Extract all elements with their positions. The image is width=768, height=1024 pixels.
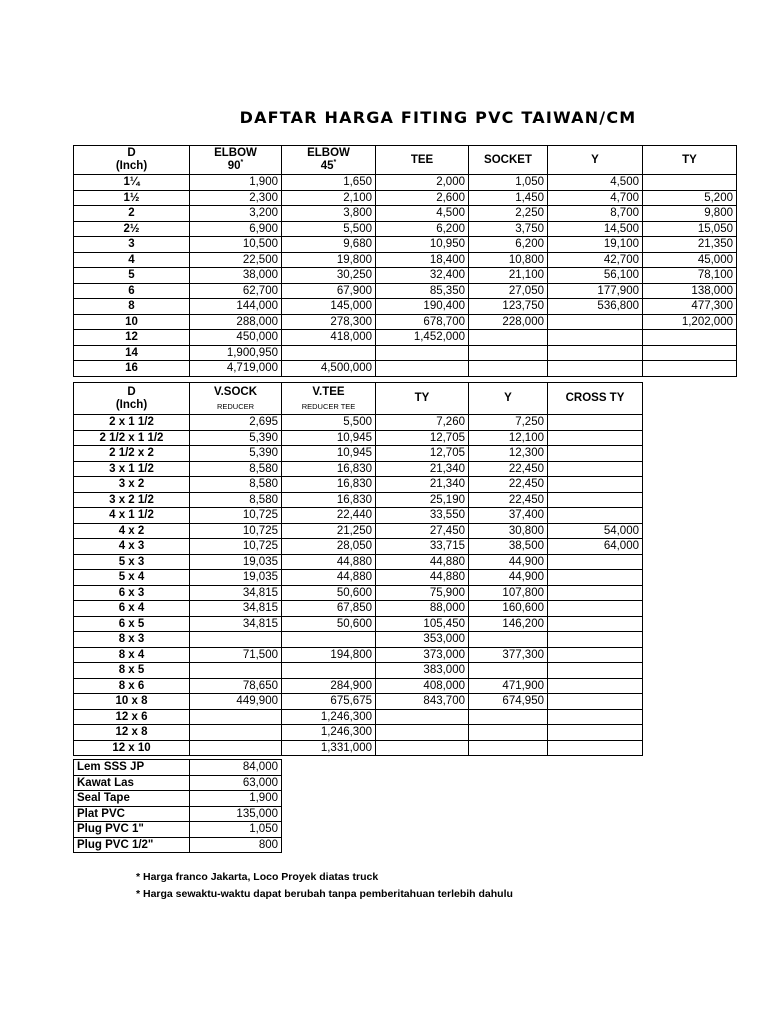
price-cell [376,709,469,725]
table-row [74,190,737,206]
price-cell: 14,500 [548,221,643,237]
price-cell: 9,800 [643,206,737,222]
price-cell: 1,050 [190,822,282,838]
price-cell: 12,705 [376,430,469,446]
price-cell: 678,700 [376,314,469,330]
price-cell: 353,000 [376,632,469,648]
price-cell: 10,725 [190,523,282,539]
price-cell: 144,000 [190,299,282,315]
footnote: * Harga franco Jakarta, Loco Proyek diatas truck [136,871,379,883]
price-cell [643,345,737,361]
table-row [74,616,643,632]
table-row [74,415,643,431]
table-row [74,237,737,253]
price-cell: 3,800 [282,206,376,222]
price-cell: 12,705 [376,446,469,462]
row-label-cell: 8 x 6 [74,678,190,694]
header-diameter: D (Inch) [74,146,190,175]
price-cell: 10,725 [190,539,282,555]
header-y: Y [469,383,548,415]
table-row [74,632,643,648]
table-row [74,492,643,508]
row-label-cell: 12 x 10 [74,740,190,756]
price-cell: 19,035 [190,570,282,586]
price-cell: 18,400 [376,252,469,268]
row-label-cell: 4 [74,252,190,268]
price-cell: 25,190 [376,492,469,508]
price-cell [548,345,643,361]
header-diameter: D (Inch) [74,383,190,415]
price-cell: 2,600 [376,190,469,206]
price-cell: 34,815 [190,616,282,632]
price-cell: 2,250 [469,206,548,222]
price-cell: 21,350 [643,237,737,253]
price-cell: 6,200 [376,221,469,237]
row-label-cell: 2 [74,206,190,222]
price-cell [469,345,548,361]
price-cell: 138,000 [643,283,737,299]
price-cell: 160,600 [469,601,548,617]
price-cell: 2,100 [282,190,376,206]
price-cell [469,740,548,756]
table-row [74,647,643,663]
price-cell [190,725,282,741]
price-cell [548,461,643,477]
price-cell: 44,900 [469,554,548,570]
price-cell: 37,400 [469,508,548,524]
price-cell: 85,350 [376,283,469,299]
price-cell: 9,680 [282,237,376,253]
table-row [74,361,737,377]
price-cell: 4,500 [548,175,643,191]
price-cell [548,554,643,570]
price-cell: 1,450 [469,190,548,206]
price-cell: 5,390 [190,446,282,462]
header-elbow-90: ELBOW 90* [190,146,282,175]
price-cell [548,508,643,524]
price-cell: 16,830 [282,477,376,493]
price-cell: 107,800 [469,585,548,601]
header-vtee: V.TEE REDUCER TEE [282,383,376,415]
header-socket: SOCKET [469,146,548,175]
row-label-cell: 10 x 8 [74,694,190,710]
price-cell: 449,900 [190,694,282,710]
row-label-cell: Plug PVC 1" [74,822,190,838]
price-cell: 30,250 [282,268,376,284]
price-cell: 5,200 [643,190,737,206]
price-cell: 5,390 [190,430,282,446]
price-cell: 22,450 [469,492,548,508]
row-label-cell: 4 x 1 1/2 [74,508,190,524]
price-cell: 44,880 [376,554,469,570]
price-cell [376,361,469,377]
price-cell: 123,750 [469,299,548,315]
price-cell: 21,100 [469,268,548,284]
price-cell: 19,035 [190,554,282,570]
price-cell: 4,700 [548,190,643,206]
table-header-row [74,383,643,415]
price-cell [376,345,469,361]
price-cell: 5,500 [282,415,376,431]
row-label-cell: 4 x 3 [74,539,190,555]
price-cell [282,663,376,679]
row-label-cell: 1¼ [74,175,190,191]
price-cell: 75,900 [376,585,469,601]
price-cell: 477,300 [643,299,737,315]
price-cell: 675,675 [282,694,376,710]
price-cell: 67,850 [282,601,376,617]
price-cell: 38,500 [469,539,548,555]
table-row [74,709,643,725]
price-cell: 1,900 [190,175,282,191]
price-cell: 1,650 [282,175,376,191]
price-cell: 2,000 [376,175,469,191]
price-cell: 8,700 [548,206,643,222]
table-row [74,601,643,617]
price-cell [548,616,643,632]
row-label-cell: 12 x 8 [74,725,190,741]
row-label-cell: Plat PVC [74,806,190,822]
price-cell: 63,000 [190,775,282,791]
table-row [74,760,282,776]
price-cell: 190,400 [376,299,469,315]
row-label-cell: 6 x 5 [74,616,190,632]
price-cell: 450,000 [190,330,282,346]
price-cell: 4,500,000 [282,361,376,377]
row-label-cell: 3 x 1 1/2 [74,461,190,477]
price-cell: 1,202,000 [643,314,737,330]
table-row [74,791,282,807]
price-cell: 373,000 [376,647,469,663]
footnotes [136,869,513,903]
price-cell [548,492,643,508]
price-cell: 8,580 [190,461,282,477]
price-cell: 44,880 [282,570,376,586]
price-cell [548,446,643,462]
table-row [74,694,643,710]
price-cell: 288,000 [190,314,282,330]
price-cell: 7,250 [469,415,548,431]
price-cell [469,725,548,741]
price-cell [548,725,643,741]
price-cell: 278,300 [282,314,376,330]
price-cell: 12,300 [469,446,548,462]
table-row [74,175,737,191]
row-label-cell: Kawat Las [74,775,190,791]
price-cell [548,694,643,710]
price-cell: 10,725 [190,508,282,524]
price-cell: 28,050 [282,539,376,555]
price-cell: 228,000 [469,314,548,330]
table-row [74,539,643,555]
price-cell: 377,300 [469,647,548,663]
price-cell [643,330,737,346]
price-cell: 536,800 [548,299,643,315]
table-row [74,206,737,222]
price-cell: 30,800 [469,523,548,539]
price-cell: 1,246,300 [282,725,376,741]
price-cell [643,361,737,377]
row-label-cell: 14 [74,345,190,361]
price-cell: 44,900 [469,570,548,586]
table-row [74,461,643,477]
table-row [74,678,643,694]
row-label-cell: 3 x 2 1/2 [74,492,190,508]
price-cell [548,415,643,431]
price-cell: 10,500 [190,237,282,253]
price-cell [190,663,282,679]
header-y: Y [548,146,643,175]
row-label-cell: 2 1/2 x 2 [74,446,190,462]
price-cell: 38,000 [190,268,282,284]
table-row [74,822,282,838]
table-row [74,268,737,284]
row-label-cell: 5 [74,268,190,284]
price-cell: 471,900 [469,678,548,694]
table-row [74,837,282,853]
row-label-cell: 16 [74,361,190,377]
header-cross-ty: CROSS TY [548,383,643,415]
row-label-cell: 10 [74,314,190,330]
price-cell: 10,945 [282,430,376,446]
price-cell [548,709,643,725]
price-cell: 3,750 [469,221,548,237]
footnote: * Harga sewaktu-waktu dapat berubah tanpa pemberitahuan terlebih dahulu [136,888,513,900]
price-cell: 2,695 [190,415,282,431]
price-cell: 135,000 [190,806,282,822]
row-label-cell: 2 1/2 x 1 1/2 [74,430,190,446]
row-label-cell: 6 x 4 [74,601,190,617]
price-cell: 4,500 [376,206,469,222]
price-cell: 64,000 [548,539,643,555]
accessory-price-table [73,759,282,853]
price-cell [548,647,643,663]
price-cell: 42,700 [548,252,643,268]
table-row [74,446,643,462]
table-row [74,570,643,586]
price-cell [282,632,376,648]
price-cell [548,678,643,694]
price-cell [548,570,643,586]
price-cell: 21,250 [282,523,376,539]
row-label-cell: 12 x 6 [74,709,190,725]
row-label-cell: 8 x 5 [74,663,190,679]
price-cell: 843,700 [376,694,469,710]
table-row [74,663,643,679]
table-row [74,585,643,601]
page-title: DAFTAR HARGA FITING PVC TAIWAN/CM [239,108,637,127]
price-cell: 34,815 [190,585,282,601]
header-tee: TEE [376,146,469,175]
price-cell: 16,830 [282,461,376,477]
price-cell: 22,500 [190,252,282,268]
price-cell: 44,880 [376,570,469,586]
price-cell: 32,400 [376,268,469,284]
price-cell: 4,719,000 [190,361,282,377]
price-cell: 88,000 [376,601,469,617]
table-row [74,508,643,524]
price-cell [643,175,737,191]
row-label-cell: 6 x 3 [74,585,190,601]
price-cell: 3,200 [190,206,282,222]
price-cell [548,601,643,617]
price-cell: 22,450 [469,461,548,477]
price-cell: 1,900 [190,791,282,807]
table-row [74,330,737,346]
row-label-cell: Lem SSS JP [74,760,190,776]
price-cell [469,663,548,679]
table-row [74,252,737,268]
row-label-cell: 4 x 2 [74,523,190,539]
price-cell: 27,050 [469,283,548,299]
header-elbow-45: ELBOW 45* [282,146,376,175]
price-cell: 15,050 [643,221,737,237]
price-cell: 45,000 [643,252,737,268]
price-cell: 146,200 [469,616,548,632]
row-label-cell: 8 x 4 [74,647,190,663]
price-cell [190,740,282,756]
price-cell: 418,000 [282,330,376,346]
price-cell: 44,880 [282,554,376,570]
price-cell: 383,000 [376,663,469,679]
price-cell [548,430,643,446]
price-cell [548,740,643,756]
price-cell: 177,900 [548,283,643,299]
price-cell: 408,000 [376,678,469,694]
table-row [74,523,643,539]
price-cell: 67,900 [282,283,376,299]
header-ty: TY [643,146,737,175]
row-label-cell: 2½ [74,221,190,237]
price-cell: 2,300 [190,190,282,206]
price-cell: 105,450 [376,616,469,632]
price-cell: 78,100 [643,268,737,284]
price-cell [190,632,282,648]
price-cell: 1,452,000 [376,330,469,346]
price-cell: 674,950 [469,694,548,710]
table-row [74,314,737,330]
row-label-cell: Plug PVC 1/2" [74,837,190,853]
table-row [74,740,643,756]
price-cell [548,314,643,330]
price-cell [376,740,469,756]
price-cell [376,725,469,741]
price-cell: 78,650 [190,678,282,694]
price-cell: 33,550 [376,508,469,524]
row-label-cell: 3 x 2 [74,477,190,493]
row-label-cell: Seal Tape [74,791,190,807]
price-cell: 800 [190,837,282,853]
table-row [74,430,643,446]
reducer-price-table [73,382,643,756]
row-label-cell: 1½ [74,190,190,206]
price-cell [469,632,548,648]
row-label-cell: 2 x 1 1/2 [74,415,190,431]
price-cell: 34,815 [190,601,282,617]
price-cell: 56,100 [548,268,643,284]
price-cell: 19,800 [282,252,376,268]
table-row [74,477,643,493]
price-cell: 12,100 [469,430,548,446]
price-cell: 22,440 [282,508,376,524]
price-cell: 22,450 [469,477,548,493]
price-cell: 21,340 [376,477,469,493]
row-label-cell: 3 [74,237,190,253]
row-label-cell: 8 [74,299,190,315]
price-cell: 1,246,300 [282,709,376,725]
price-cell: 7,260 [376,415,469,431]
price-cell [282,345,376,361]
table-header-row [74,146,737,175]
price-cell: 62,700 [190,283,282,299]
price-cell: 1,331,000 [282,740,376,756]
row-label-cell: 5 x 3 [74,554,190,570]
price-cell: 8,580 [190,477,282,493]
table-row [74,806,282,822]
table-row [74,221,737,237]
price-cell [469,361,548,377]
price-cell [469,330,548,346]
table-row [74,283,737,299]
price-cell: 33,715 [376,539,469,555]
price-cell: 6,900 [190,221,282,237]
price-cell: 5,500 [282,221,376,237]
price-cell: 194,800 [282,647,376,663]
table-row [74,725,643,741]
row-label-cell: 6 [74,283,190,299]
price-cell: 21,340 [376,461,469,477]
price-cell: 71,500 [190,647,282,663]
row-label-cell: 5 x 4 [74,570,190,586]
price-cell [548,632,643,648]
price-cell: 16,830 [282,492,376,508]
price-cell: 50,600 [282,585,376,601]
price-cell [548,330,643,346]
header-ty: TY [376,383,469,415]
price-cell: 6,200 [469,237,548,253]
price-cell: 10,945 [282,446,376,462]
price-cell [548,477,643,493]
price-cell: 1,900,950 [190,345,282,361]
table-row [74,554,643,570]
price-cell [548,361,643,377]
price-cell [469,709,548,725]
price-cell: 54,000 [548,523,643,539]
row-label-cell: 8 x 3 [74,632,190,648]
price-cell: 8,580 [190,492,282,508]
price-cell: 284,900 [282,678,376,694]
price-cell: 10,950 [376,237,469,253]
price-cell: 19,100 [548,237,643,253]
price-cell [548,585,643,601]
price-cell: 84,000 [190,760,282,776]
table-row [74,345,737,361]
header-vsock: V.SOCK REDUCER [190,383,282,415]
price-cell [548,663,643,679]
price-cell: 50,600 [282,616,376,632]
table-row [74,299,737,315]
price-cell: 145,000 [282,299,376,315]
price-cell: 27,450 [376,523,469,539]
table-row [74,775,282,791]
price-cell [190,709,282,725]
fitting-price-table [73,145,737,377]
row-label-cell: 12 [74,330,190,346]
price-cell: 10,800 [469,252,548,268]
price-cell: 1,050 [469,175,548,191]
